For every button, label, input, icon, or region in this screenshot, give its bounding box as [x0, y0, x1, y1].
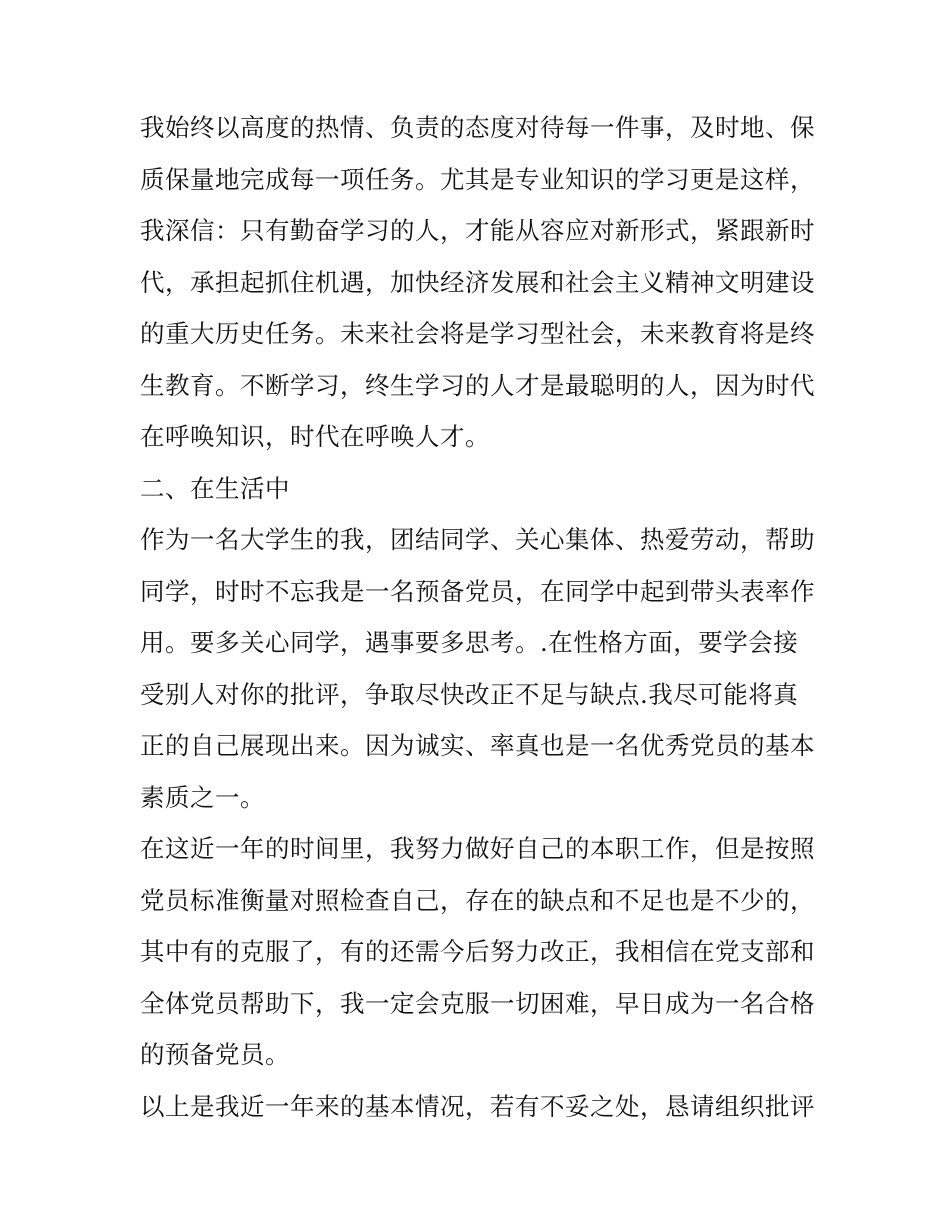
text-line: 素质之一。: [140, 782, 265, 812]
text-line: 在这近一年的时间里，我努力做好自己的本职工作，但是按照: [140, 834, 815, 863]
text-line: 同学，时时不忘我是一名预备党员，在同学中起到带头表率作: [140, 576, 815, 606]
text-line: 的重大历史任务。未来社会将是学习型社会，未来教育将是终: [140, 319, 815, 348]
text-line: 以上是我近一年来的基本情况，若有不妥之处，恳请组织批评: [140, 1091, 815, 1121]
text-line: 代，承担起抓住机遇，加快经济发展和社会主义精神文明建设: [140, 267, 815, 297]
text-line: 的预备党员。: [140, 1040, 290, 1069]
text-line: 我深信：只有勤奋学习的人，才能从容应对新形式，紧跟新时: [140, 216, 815, 245]
text-line: 作为一名大学生的我，团结同学、关心集体、热爱劳动，帮助: [140, 525, 815, 554]
text-line: 用。要多关心同学，遇事要多思考。.在性格方面，要学会接: [140, 628, 799, 657]
text-line: 党员标准衡量对照检查自己，存在的缺点和不足也是不少的，: [140, 885, 815, 915]
text-line: 其中有的克服了，有的还需今后努力改正，我相信在党支部和: [140, 937, 815, 966]
text-line: 全体党员帮助下，我一定会克服一切困难，早日成为一名合格: [140, 988, 815, 1018]
text-line: 我始终以高度的热情、负责的态度对待每一件事，及时地、保: [140, 113, 815, 142]
text-line: 在呼唤知识，时代在呼唤人才。: [140, 422, 490, 451]
text-line: 受别人对你的批评，争取尽快改正不足与缺点.我尽可能将真: [140, 679, 799, 709]
text-line: 质保量地完成每一项任务。尤其是专业知识的学习更是这样，: [140, 164, 815, 194]
text-line: 正的自己展现出来。因为诚实、率真也是一名优秀党员的基本: [140, 731, 815, 760]
text-line: 生教育。不断学习，终生学习的人才是最聪明的人，因为时代: [140, 370, 815, 400]
section-heading: 二、在生活中: [140, 473, 290, 503]
